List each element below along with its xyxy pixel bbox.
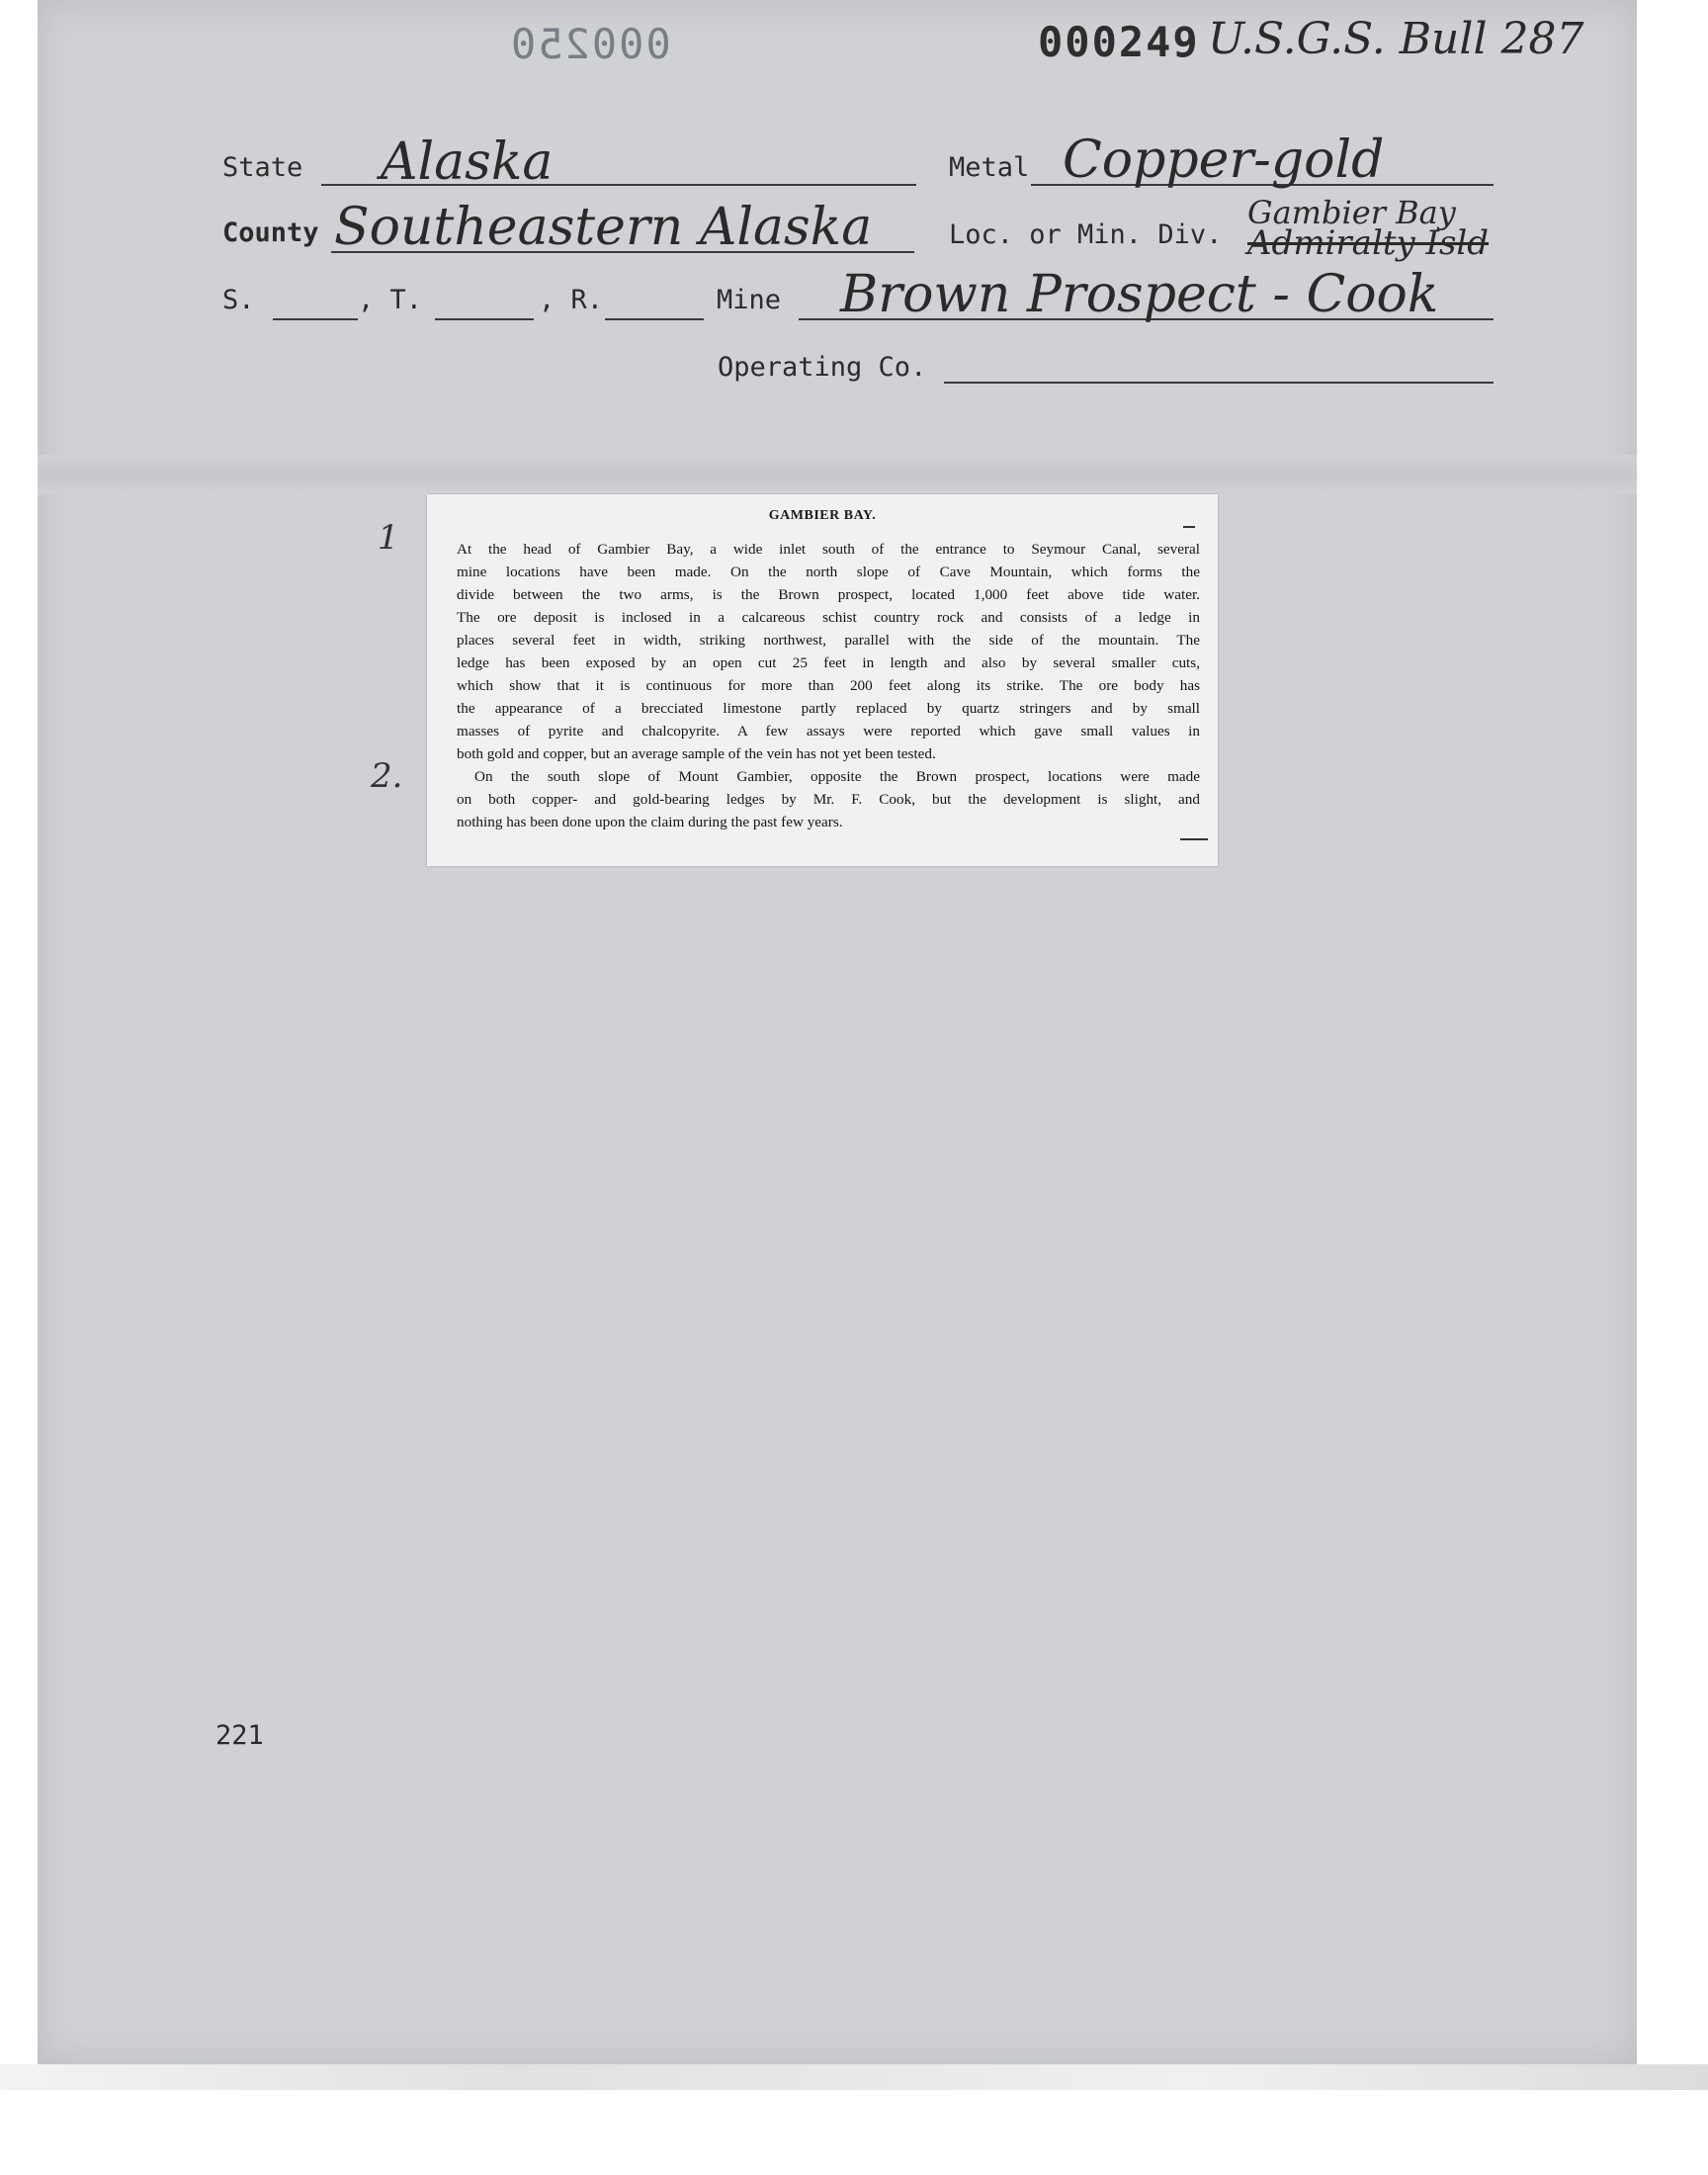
clipping-line: masses of pyrite and chalcopyrite. A few assays were reported which gave small values in bbox=[457, 723, 1200, 740]
operating-company-field-line bbox=[944, 382, 1494, 384]
metal-value: Copper-gold bbox=[1063, 130, 1385, 190]
source-note: U.S.G.S. Bull 287 bbox=[1208, 14, 1584, 64]
clipping-title: GAMBIER BAY. bbox=[768, 508, 877, 523]
clipping-line: On the south slope of Mount Gambier, opposite the Brown prospect, locations were made bbox=[474, 768, 1200, 785]
bracket-mark-bottom bbox=[1180, 838, 1208, 840]
margin-mark-2: 2. bbox=[371, 756, 403, 796]
newspaper-clipping bbox=[427, 494, 1218, 866]
township-field-line bbox=[435, 318, 534, 320]
clipping-line: mine locations have been made. On the north slope of Cave Mountain, which forms the bbox=[457, 564, 1200, 580]
clipping-line: both gold and copper, but an average sample of the vein has not yet been tested. bbox=[457, 745, 936, 762]
clipping-line: At the head of Gambier Bay, a wide inlet south of the entrance to Seymour Canal, several bbox=[457, 541, 1200, 558]
sheet-fold-shadow bbox=[38, 455, 1637, 494]
loc-label: Loc. or Min. Div. bbox=[949, 219, 1223, 250]
clipping-line: the appearance of a brecciated limestone partly replaced by quartz stringers and by small bbox=[457, 700, 1200, 717]
section-label: S. bbox=[222, 285, 255, 315]
margin-mark-1: 1 bbox=[378, 518, 399, 558]
loc-value-line2: Admiralty Isld bbox=[1247, 223, 1490, 263]
mine-label: Mine bbox=[717, 285, 782, 315]
operating-company-label: Operating Co. bbox=[718, 352, 927, 383]
stamp-number: 000249 bbox=[1038, 18, 1200, 66]
clipping-line: on both copper- and gold-bearing ledges by Mr. F. Cook, but the development is slight, and bbox=[457, 791, 1200, 808]
clipping-line: ledge has been exposed by an open cut 25 feet in length and also by several smaller cuts, bbox=[457, 654, 1200, 671]
section-field-line bbox=[273, 318, 358, 320]
range-field-line bbox=[605, 318, 704, 320]
scanner-edge-strip bbox=[0, 2064, 1708, 2090]
county-value: Southeastern Alaska bbox=[334, 198, 873, 257]
clipping-line: places several feet in width, striking northwest, parallel with the side of the mountain. The bbox=[457, 632, 1200, 649]
range-label: , R. bbox=[539, 285, 604, 315]
bracket-mark-top bbox=[1183, 526, 1195, 528]
loc-value-line1: Gambier Bay bbox=[1247, 194, 1456, 231]
state-label: State bbox=[222, 152, 303, 183]
clipping-line: nothing has been done upon the claim during the past few years. bbox=[457, 814, 843, 830]
clipping-line: divide between the two arms, is the Brown prospect, located 1,000 feet above tide water. bbox=[457, 586, 1200, 603]
clipping-line: which show that it is continuous for more than 200 feet along its strike. The ore body has bbox=[457, 677, 1200, 694]
mine-value: Brown Prospect - Cook bbox=[840, 265, 1439, 324]
mirrored-stamp-number: 000250 bbox=[509, 20, 671, 68]
metal-label: Metal bbox=[949, 152, 1030, 183]
county-label: County bbox=[222, 218, 319, 248]
page-number: 221 bbox=[215, 1720, 264, 1751]
clipping-line: The ore deposit is inclosed in a calcareous schist country rock and consists of a ledge in bbox=[457, 609, 1200, 626]
state-value: Alaska bbox=[381, 132, 554, 192]
township-label: , T. bbox=[358, 285, 423, 315]
